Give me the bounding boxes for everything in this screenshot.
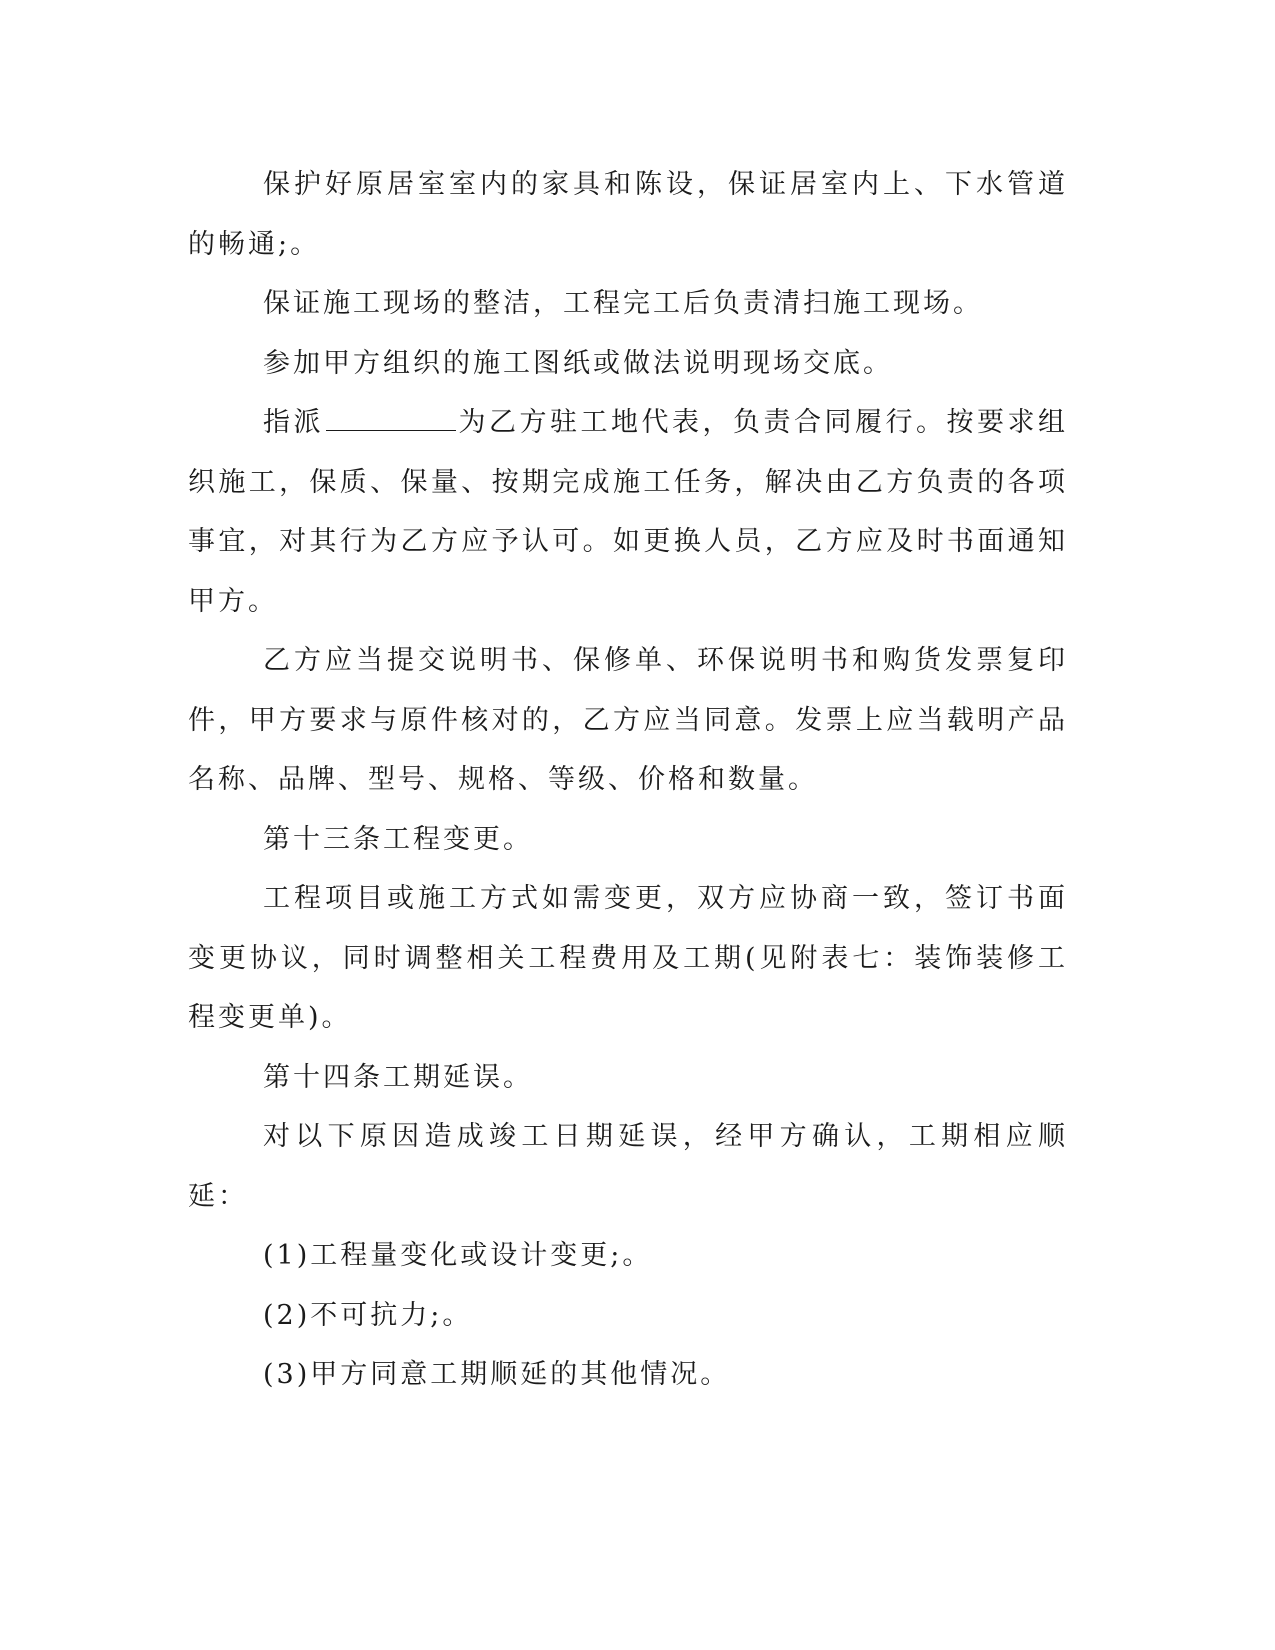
paragraph-documents-invoice: 乙方应当提交说明书、保修单、环保说明书和购货发票复印件，甲方要求与原件核对的，乙方应当同意。发票上应当载明产品名称、品牌、型号、规格、等级、价格和数量。 [188, 645, 1068, 795]
list-item-delay-2: (2)不可抗力;。 [263, 1299, 473, 1331]
article-14-heading: 第十四条工期延误。 [263, 1061, 533, 1093]
paragraph-project-change: 工程项目或施工方式如需变更，双方应协商一致，签订书面变更协议，同时调整相关工程费用及工期(见附表七：装饰装修工程变更单)。 [188, 883, 1068, 1033]
list-item-delay-3: (3)甲方同意工期顺延的其他情况。 [263, 1359, 731, 1390]
paragraph-delay-causes: 对以下原因造成竣工日期延误，经甲方确认，工期相应顺延： [188, 1121, 1068, 1212]
list-item-delay-1: (1)工程量变化或设计变更;。 [263, 1240, 653, 1271]
representative-text-after: 为乙方驻工地代表，负责合同履行。按要求组织施工，保质、保量、按期完成施工任务，解决由乙方负责的各项事宜，对其行为乙方应予认可。如更换人员，乙方应及时书面通知甲方。 [188, 407, 1068, 617]
representative-text-before: 指派 [263, 407, 324, 438]
paragraph-site-representative [188, 393, 1068, 631]
representative-name-blank [326, 404, 456, 431]
paragraph-drawing-briefing: 参加甲方组织的施工图纸或做法说明现场交底。 [263, 347, 893, 379]
article-13-heading: 第十三条工程变更。 [263, 823, 533, 855]
paragraph-site-cleanliness: 保证施工现场的整洁，工程完工后负责清扫施工现场。 [263, 288, 983, 319]
document-body [188, 155, 1068, 1405]
paragraph-protect-furniture: 保护好原居室室内的家具和陈设，保证居室内上、下水管道的畅通;。 [188, 169, 1068, 260]
